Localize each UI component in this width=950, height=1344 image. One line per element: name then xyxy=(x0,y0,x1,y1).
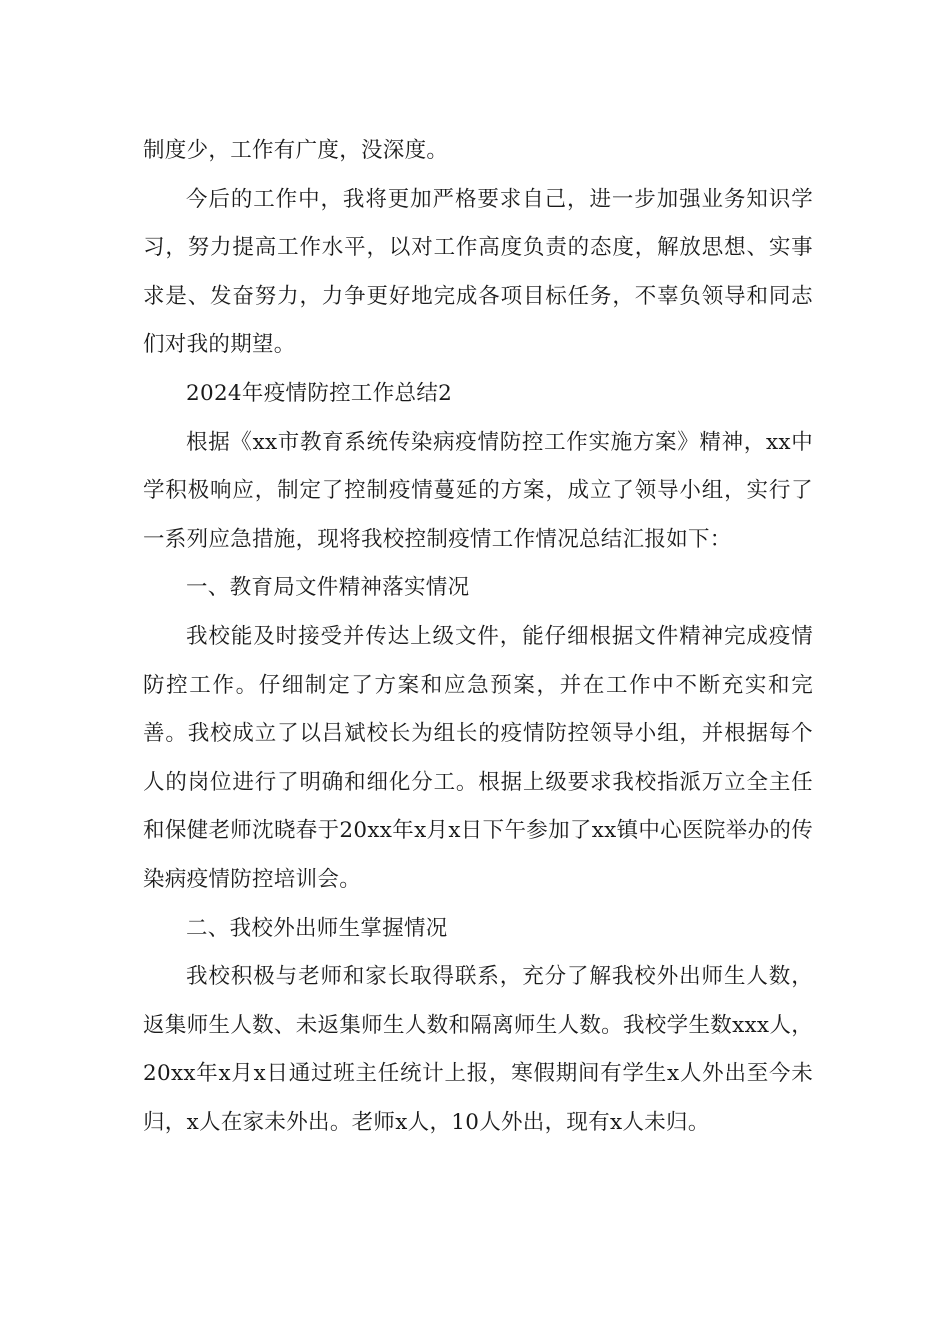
section-title: 2024年疫情防控工作总结2 xyxy=(186,380,453,406)
paragraph-section-1: 我校能及时接受并传达上级文件，能仔细根据文件精神完成疫情防控工作。仔细制定了方案和应急预案，并在工作中不断充实和完善。我校成立了以吕斌校长为组长的疫情防控领导小组，并根据每个人的岗位进行了明确和细化分工。根据上级要求我校指派万立全主任和保健老师沈晓春于20xx年x月x日下午参加了xx镇中心医院举办的传染病疫情防控培训会。 xyxy=(143,623,813,892)
paragraph-section-2: 我校积极与老师和家长取得联系，充分了解我校外出师生人数，返集师生人数、未返集师生人数和隔离师生人数。我校学生数xxx人，20xx年x月x日通过班主任统计上报，寒假期间有学生x人外出至今未归，x人在家未外出。老师x人，10人外出，现有x人未归。 xyxy=(143,964,813,1135)
heading-section-2: 二、我校外出师生掌握情况 xyxy=(186,915,448,941)
paragraph-intro: 根据《xx市教育系统传染病疫情防控工作实施方案》精神，xx中学积极响应，制定了控制疫情蔓延的方案，成立了领导小组，实行了一系列应急措施，现将我校控制疫情工作情况总结汇报如下： xyxy=(143,429,813,552)
heading-section-1: 一、教育局文件精神落实情况 xyxy=(186,575,470,601)
document-body xyxy=(143,127,813,1147)
paragraph-continuation: 制度少，工作有广度，没深度。 xyxy=(143,138,449,163)
paragraph-future-work: 今后的工作中，我将更加严格要求自己，进一步加强业务知识学习，努力提高工作水平，以对工作高度负责的态度，解放思想、实事求是、发奋努力，力争更好地完成各项目标任务，不辜负领导和同志们对我的期望。 xyxy=(143,186,813,358)
